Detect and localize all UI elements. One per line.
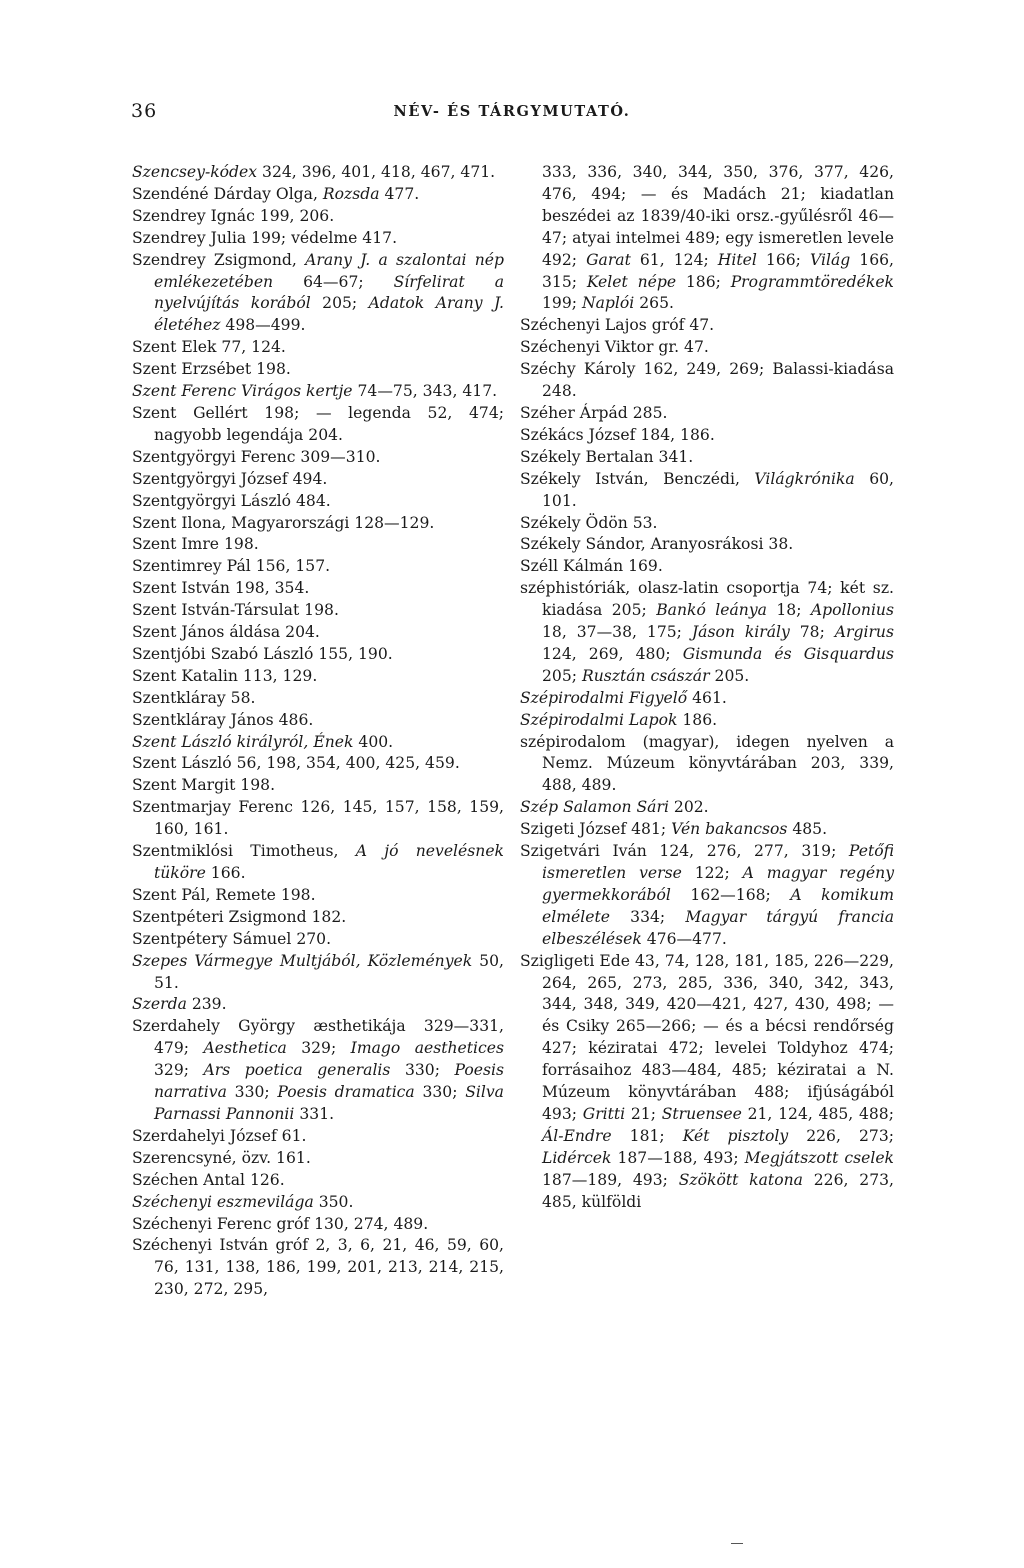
index-text: 205; bbox=[542, 666, 582, 685]
index-text: 205; bbox=[310, 294, 369, 313]
index-text: 226, 273; bbox=[788, 1126, 894, 1145]
index-entry bbox=[132, 732, 504, 754]
index-title-italic: Arany J. a szalontai nép emlékezetében bbox=[154, 250, 504, 291]
index-entry bbox=[132, 1170, 504, 1192]
index-text: Szendrey Julia 199; védelme 417. bbox=[132, 228, 398, 247]
index-text: Szentpéteri Zsigmond 182. bbox=[132, 907, 347, 926]
index-title-italic: Petőfi ismeretlen verse bbox=[542, 842, 894, 882]
index-text: 333, 336, 340, 344, 350, 376, 377, 426, 476, 494; — és Madách 21; kiadatlan beszédei az 1839/40-iki orsz.-gyűlésről 46—47; atyai intelmei 489; egy ismeretlen levele 492; bbox=[542, 163, 894, 269]
index-entry bbox=[520, 337, 894, 359]
index-text: 187—189, 493; bbox=[542, 1170, 679, 1189]
index-title-italic: Vén bakancsos bbox=[671, 820, 788, 839]
index-text: 64—67; bbox=[273, 272, 394, 291]
index-text: Szentgyörgyi Ferenc 309—310. bbox=[132, 447, 381, 466]
index-title-italic: Apollonius bbox=[810, 601, 894, 620]
index-text: 324, 396, 401, 418, 467, 471. bbox=[257, 163, 496, 181]
index-text: Szent Ilona, Magyarországi 128—129. bbox=[132, 513, 435, 532]
index-entry bbox=[132, 359, 504, 381]
index-text: 21, 124, 485, 488; bbox=[741, 1104, 894, 1123]
index-text: 498—499. bbox=[220, 316, 306, 335]
index-text: Székely Ödön 53. bbox=[520, 513, 658, 532]
index-text: 485. bbox=[787, 820, 828, 839]
index-entry bbox=[520, 841, 894, 951]
index-text: 329; bbox=[154, 1061, 204, 1080]
index-entry bbox=[132, 994, 504, 1016]
index-entry bbox=[520, 403, 894, 425]
index-entry bbox=[132, 469, 504, 491]
index-text: Szendrey Ignác 199, 206. bbox=[132, 206, 335, 225]
page-number: 36 bbox=[131, 100, 158, 122]
index-text: 61, 124; bbox=[630, 250, 718, 269]
index-text: Széll Kálmán 169. bbox=[520, 557, 663, 576]
index-title-italic: A magyar regény gyermekkorából bbox=[542, 864, 894, 904]
index-text: Széchenyi Lajos gróf 47. bbox=[520, 316, 715, 335]
index-title-italic: Hitel bbox=[717, 250, 757, 269]
index-entry bbox=[520, 425, 894, 447]
index-column-right bbox=[520, 162, 894, 1214]
index-text: 477. bbox=[379, 184, 420, 203]
index-text: Széchenyi István gróf 2, 3, 6, 21, 46, 59, 60, 76, 131, 138, 186, 199, 201, 213, 214, 215, 230, 272, 295, bbox=[132, 1236, 504, 1299]
index-title-italic: Programmtöredékek bbox=[730, 272, 895, 291]
index-text: 330; bbox=[414, 1083, 466, 1102]
index-text: Szentimrey Pál 156, 157. bbox=[132, 557, 331, 576]
index-title-italic: Poesis dramatica bbox=[277, 1083, 415, 1102]
index-entry bbox=[132, 797, 504, 841]
index-entry bbox=[132, 534, 504, 556]
index-entry bbox=[132, 206, 504, 228]
index-entry bbox=[132, 381, 504, 403]
index-entry bbox=[132, 578, 504, 600]
index-text: Széher Árpád 285. bbox=[520, 403, 668, 422]
index-entry bbox=[520, 819, 894, 841]
index-text: 400. bbox=[353, 732, 394, 751]
index-text: Szent Pál, Remete 198. bbox=[132, 885, 316, 904]
running-head: NÉV- ÉS TÁRGYMUTATÓ. bbox=[393, 103, 631, 120]
index-entry bbox=[520, 469, 894, 513]
index-entry bbox=[132, 447, 504, 469]
index-title-italic: Két pisztoly bbox=[682, 1126, 789, 1145]
index-title-italic: A komikum elmélete bbox=[542, 885, 895, 926]
index-entry bbox=[132, 1148, 504, 1170]
index-text: 18, 37—38, 175; bbox=[542, 623, 692, 642]
index-title-italic: Adatok Arany J. életéhez bbox=[154, 294, 504, 335]
index-entry bbox=[132, 513, 504, 535]
index-title-italic: Széchenyi eszmevilága bbox=[132, 1192, 314, 1211]
index-title-italic: Poesis narrativa bbox=[154, 1061, 504, 1102]
index-entry bbox=[132, 885, 504, 907]
index-text: 186. bbox=[677, 710, 718, 729]
index-text: Szigetvári Iván 124, 276, 277, 319; bbox=[520, 842, 849, 861]
index-title-italic: Kelet népe bbox=[586, 272, 677, 291]
index-title-italic: Ars poetica generalis bbox=[203, 1061, 391, 1080]
index-entry bbox=[132, 1192, 504, 1214]
index-text: Szent Margit 198. bbox=[132, 776, 276, 795]
index-text: Szendéné Dárday Olga, bbox=[132, 184, 323, 203]
index-text: Szent Imre 198. bbox=[132, 535, 259, 554]
index-title-italic: Bankó leánya bbox=[656, 601, 767, 620]
index-text: 60, 101. bbox=[542, 469, 894, 510]
index-text: Szerencsyné, özv. 161. bbox=[132, 1148, 311, 1167]
index-text: Szentkláray János 486. bbox=[132, 710, 314, 729]
index-entry bbox=[132, 337, 504, 359]
index-text: Szentmiklósi Timotheus, bbox=[132, 842, 356, 861]
index-entry bbox=[132, 688, 504, 710]
index-title-italic: Gismunda és Gisquardus bbox=[682, 644, 894, 663]
index-text: Széchenyi Ferenc gróf 130, 274, 489. bbox=[132, 1214, 429, 1233]
index-title-italic: Rusztán császár bbox=[581, 666, 710, 685]
index-text: 18; bbox=[766, 601, 811, 620]
index-text: 166; bbox=[756, 250, 810, 269]
index-text: Szentgyörgyi László 484. bbox=[132, 491, 331, 510]
index-text: Székely István, Benczédi, bbox=[520, 469, 755, 488]
index-text: Szendrey Zsigmond, bbox=[132, 250, 306, 269]
index-text: 205. bbox=[709, 666, 750, 685]
index-text: Szent Katalin 113, 129. bbox=[132, 666, 318, 685]
index-title-italic: Szerda bbox=[132, 995, 187, 1014]
index-entry bbox=[520, 688, 894, 710]
index-column-left bbox=[132, 162, 504, 1301]
index-text: Szent János áldása 204. bbox=[132, 623, 320, 642]
index-text: Szigligeti Ede 43, 74, 128, 181, 185, 226—229, 264, 265, 273, 285, 336, 340, 342, 343, 344, 348, 349, 420—421, 427, 430, 498; — és Csiky 265—266; — és a bécsi rendőrség 427; kéziratai 472; levelei Toldyhoz 474; forrásaihoz 483—484, 485; kéziratai a N. Múzeum könyvtárában 488; ifjúságából 493; bbox=[520, 951, 894, 1123]
index-entry bbox=[132, 907, 504, 929]
index-entry bbox=[132, 184, 504, 206]
index-title-italic: Szépirodalmi Figyelő bbox=[520, 688, 688, 707]
index-entry bbox=[520, 710, 894, 732]
index-entry bbox=[132, 1214, 504, 1236]
index-title-italic: Szépirodalmi Lapok bbox=[520, 710, 678, 729]
index-text: Szent Erzsébet 198. bbox=[132, 360, 291, 379]
index-text: Szerdahely György æsthetikája 329—331, 479; bbox=[132, 1017, 504, 1058]
index-entry bbox=[132, 775, 504, 797]
index-text: 265. bbox=[634, 294, 674, 313]
index-entry bbox=[132, 753, 504, 775]
index-text: Székely Sándor, Aranyosrákosi 38. bbox=[520, 535, 794, 554]
index-entry bbox=[520, 534, 894, 556]
index-entry bbox=[132, 644, 504, 666]
index-text: Széchen Antal 126. bbox=[132, 1170, 285, 1189]
index-text: Széchenyi Viktor gr. 47. bbox=[520, 338, 709, 357]
index-title-italic: Ál-Endre bbox=[542, 1126, 612, 1145]
index-text: 162—168; bbox=[670, 885, 791, 904]
index-title-italic: Szent Ferenc Virágos kertje bbox=[132, 382, 353, 401]
index-text: 476—477. bbox=[641, 929, 727, 948]
index-text: Székely Bertalan 341. bbox=[520, 447, 694, 466]
index-text: 329; bbox=[286, 1039, 351, 1058]
index-text: 124, 269, 480; bbox=[542, 644, 683, 663]
index-entry bbox=[132, 1235, 504, 1301]
index-text: 350. bbox=[313, 1192, 354, 1211]
index-entry bbox=[520, 951, 894, 1214]
index-title-italic: Gritti bbox=[582, 1104, 626, 1123]
index-text: 334; bbox=[609, 907, 686, 926]
index-entry bbox=[132, 929, 504, 951]
index-title-italic: Szencsey-kódex bbox=[132, 163, 258, 181]
index-text: szépirodalom (magyar), idegen nyelven a Nemz. Múzeum könyvtárában 203, 339, 488, 489. bbox=[520, 732, 894, 795]
index-text: Szent Elek 77, 124. bbox=[132, 338, 286, 357]
index-entry bbox=[132, 1126, 504, 1148]
index-entry bbox=[520, 315, 894, 337]
index-text: 330; bbox=[226, 1083, 278, 1102]
index-title-italic: Struensee bbox=[661, 1104, 742, 1123]
index-text: Szigeti József 481; bbox=[520, 820, 672, 839]
index-text: Szentmarjay Ferenc 126, 145, 157, 158, 159, 160, 161. bbox=[132, 798, 504, 839]
index-entry bbox=[132, 951, 504, 995]
index-title-italic: Magyar tárgyú francia elbeszélések bbox=[542, 907, 895, 948]
index-text: Szent István-Társulat 198. bbox=[132, 601, 339, 620]
index-title-italic: Szepes Vármegye Multjából, Közlemények bbox=[132, 951, 473, 970]
index-entry bbox=[132, 556, 504, 578]
index-title-italic: Sírfelirat a nyelvújítás korából bbox=[154, 272, 504, 313]
index-entry bbox=[520, 513, 894, 535]
index-entry bbox=[520, 556, 894, 578]
index-title-italic: Világkrónika bbox=[754, 469, 855, 488]
index-text: 122; bbox=[681, 864, 743, 882]
index-entry bbox=[132, 403, 504, 447]
index-entry bbox=[520, 578, 894, 688]
index-text: 166, 315; bbox=[542, 250, 894, 291]
index-text: 186; bbox=[676, 272, 731, 291]
index-entry bbox=[132, 600, 504, 622]
index-text: Szent László 56, 198, 354, 400, 425, 459. bbox=[132, 754, 460, 773]
index-title-italic: Megjátszott cselek bbox=[744, 1148, 894, 1167]
index-text: 202. bbox=[668, 798, 709, 817]
index-title-italic: A jó nevelésnek tüköre bbox=[154, 842, 504, 882]
index-entry bbox=[132, 250, 504, 338]
index-entry bbox=[132, 162, 504, 184]
index-text: 330; bbox=[390, 1061, 455, 1080]
index-title-italic: Lidércek bbox=[542, 1148, 612, 1167]
index-title-italic: Rozsda bbox=[322, 184, 380, 203]
index-title-italic: Garat bbox=[586, 250, 631, 269]
index-entry bbox=[520, 447, 894, 469]
index-title-italic: Szökött katona bbox=[678, 1170, 803, 1189]
index-entry bbox=[132, 710, 504, 732]
index-text: Szent István 198, 354. bbox=[132, 579, 310, 598]
index-text: 74—75, 343, 417. bbox=[352, 382, 498, 401]
index-text: 199; bbox=[542, 294, 582, 313]
footer-mark bbox=[731, 1543, 743, 1544]
index-entry bbox=[132, 228, 504, 250]
index-text: 181; bbox=[611, 1126, 683, 1145]
index-text: 461. bbox=[687, 688, 727, 707]
index-title-italic: Imago aesthetices bbox=[350, 1039, 504, 1058]
index-text: Széchy Károly 162, 249, 269; Balassi-kiadása 248. bbox=[520, 360, 894, 401]
index-entry bbox=[132, 491, 504, 513]
index-text: széphistóriák, olasz-latin csoportja 74; két sz. kiadása 205; bbox=[520, 579, 894, 620]
index-title-italic: Világ bbox=[809, 250, 851, 269]
index-text: Szent Gellért 198; — legenda 52, 474; nagyobb legendája 204. bbox=[132, 403, 504, 444]
index-text: 331. bbox=[294, 1104, 335, 1123]
index-entry bbox=[520, 732, 894, 798]
index-text: 187—188, 493; bbox=[611, 1148, 745, 1167]
index-entry bbox=[520, 162, 894, 315]
index-text: 239. bbox=[186, 995, 227, 1014]
index-entry bbox=[132, 622, 504, 644]
index-text: Székács József 184, 186. bbox=[520, 425, 715, 444]
index-title-italic: Naplói bbox=[581, 294, 635, 313]
index-entry bbox=[520, 359, 894, 403]
index-title-italic: Szép Salamon Sári bbox=[520, 798, 669, 817]
index-entry bbox=[520, 797, 894, 819]
index-text: Szentjóbi Szabó László 155, 190. bbox=[132, 644, 393, 663]
index-entry bbox=[132, 841, 504, 885]
index-title-italic: Aesthetica bbox=[203, 1039, 287, 1058]
index-text: 21; bbox=[625, 1104, 662, 1123]
index-title-italic: Silva Parnassi Pannonii bbox=[154, 1083, 504, 1123]
index-entry bbox=[132, 666, 504, 688]
index-text: 50, 51. bbox=[154, 951, 504, 992]
index-text: Szentgyörgyi József 494. bbox=[132, 469, 328, 488]
index-title-italic: Argirus bbox=[834, 623, 894, 642]
index-title-italic: Szent László királyról, Ének bbox=[132, 732, 354, 751]
index-text: Szentkláray 58. bbox=[132, 688, 256, 707]
index-title-italic: Jáson király bbox=[691, 623, 790, 642]
index-text: Szentpétery Sámuel 270. bbox=[132, 929, 332, 948]
index-text: 78; bbox=[789, 623, 835, 642]
index-entry bbox=[132, 1016, 504, 1126]
index-text: 226, 273, 485, külföldi bbox=[542, 1170, 894, 1211]
index-text: Szerdahelyi József 61. bbox=[132, 1126, 307, 1145]
index-text: 166. bbox=[205, 864, 246, 882]
